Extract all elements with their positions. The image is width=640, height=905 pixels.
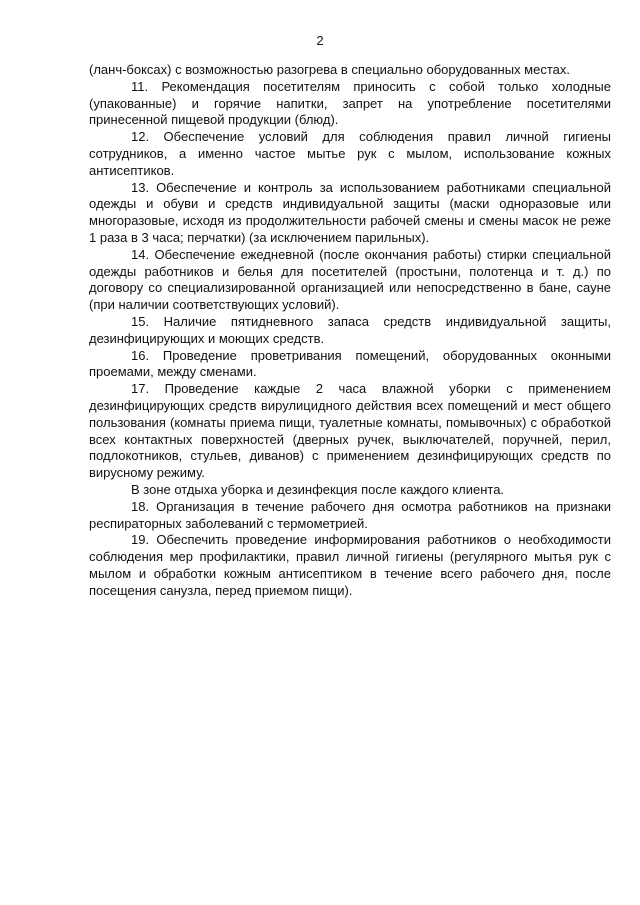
paragraph-item-12: 12. Обеспечение условий для соблюдения правил личной гигиены сотрудников, а именно частое мытье рук с мылом, использование кожных антисептиков. bbox=[89, 129, 611, 178]
paragraph-item-15: 15. Наличие пятидневного запаса средств индивидуальной защиты, дезинфицирующих и моющих средств. bbox=[89, 313, 611, 346]
page-number: 2 bbox=[316, 33, 324, 48]
paragraph-rest-zone: В зоне отдыха уборка и дезинфекция после каждого клиента. bbox=[131, 481, 505, 497]
paragraph-item-16: 16. Проведение проветривания помещений, оборудованных оконными проемами, между сменами. bbox=[89, 347, 611, 380]
paragraph-continuation: (ланч-боксах) с возможностью разогрева в специально оборудованных местах. bbox=[89, 62, 570, 77]
paragraph-item-19: 19. Обеспечить проведение информирования работников о необходимости соблюдения мер профилактики, правил личной гигиены (регулярного мытья рук с мылом и обработки кожным антисептиком в течение всего рабочего дня, после посещения санузла, перед приемом пищи). bbox=[89, 532, 611, 598]
paragraph-item-18: 18. Организация в течение рабочего дня осмотра работников на признаки респираторных заболеваний с термометрией. bbox=[89, 498, 611, 531]
document-body bbox=[89, 62, 611, 600]
paragraph-item-14: 14. Обеспечение ежедневной (после окончания работы) стирки специальной одежды работников и белья для посетителей (простыни, полотенца и т. д.) по договору со специализированной организацией или непосредственно в бане, сауне (при наличии соответствующих условий). bbox=[89, 246, 611, 313]
paragraph-item-13: 13. Обеспечение и контроль за использованием работниками специальной одежды и обуви и средств индивидуальной защиты (маски одноразовые или многоразовые, исходя из продолжительности рабочей смены и смены масок не реже 1 раза в 3 часа; перчатки) (за исключением парильных). bbox=[89, 179, 611, 245]
paragraph-item-11: 11. Рекомендация посетителям приносить с собой только холодные (упакованные) и горячие напитки, запрет на употребление посетителями принесенной пищевой продукции (блюд). bbox=[89, 78, 611, 128]
paragraph-item-17: 17. Проведение каждые 2 часа влажной уборки с применением дезинфицирующих средств вирулицидного действия всех помещений и мест общего пользования (комнаты приема пищи, туалетные комнаты, помывочных) с обработкой всех контактных поверхностей (дверных ручек, выключателей, поручней, перил, подлокотников, стульев, диванов) с применением дезинфицирующих средств по вирусному режиму. bbox=[89, 381, 611, 481]
